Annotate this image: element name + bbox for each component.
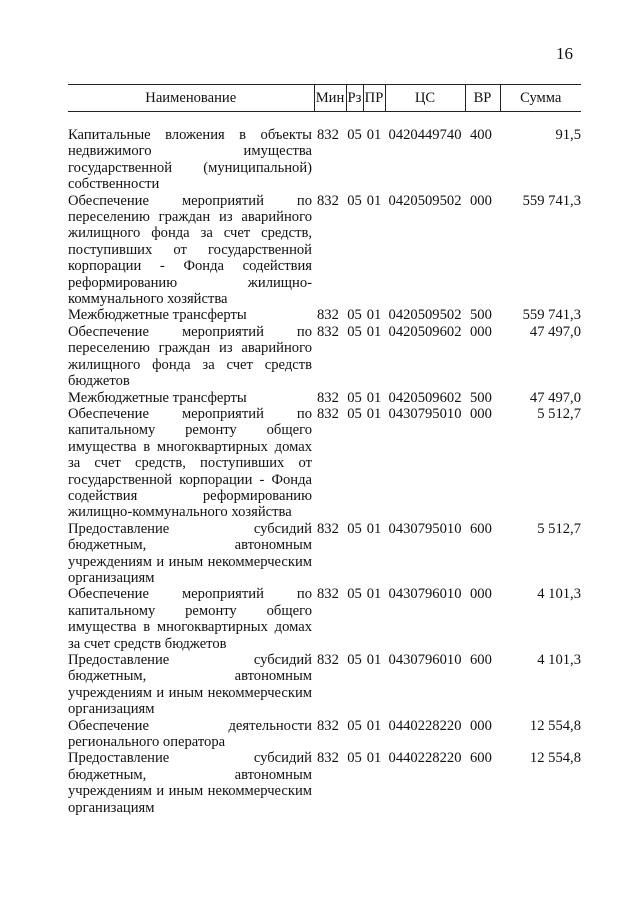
table-row xyxy=(68,324,581,390)
row-sum: 559 741,3 xyxy=(522,192,581,209)
row-min: 832 xyxy=(317,405,339,422)
row-vr: 600 xyxy=(470,520,492,537)
row-vr: 600 xyxy=(470,750,492,767)
row-rz: 05 xyxy=(347,307,362,324)
row-cs: 0430796010 xyxy=(388,586,462,603)
row-pr: 01 xyxy=(366,127,382,143)
row-sum: 559 741,3 xyxy=(522,307,581,324)
row-cs: 0430796010 xyxy=(388,652,462,668)
row-cs: 0420509502 xyxy=(388,307,462,324)
row-pr: 01 xyxy=(366,520,382,537)
header-spacer xyxy=(68,112,581,128)
row-rz: 05 xyxy=(347,750,362,767)
row-cs: 0420509602 xyxy=(388,389,462,406)
row-rz: 05 xyxy=(347,652,362,668)
row-min: 832 xyxy=(317,717,339,734)
row-rz: 05 xyxy=(347,405,362,422)
table-row xyxy=(68,390,581,406)
budget-table xyxy=(68,84,581,816)
row-cs: 0440228220 xyxy=(388,750,462,767)
row-vr: 000 xyxy=(470,323,492,340)
row-sum: 47 497,0 xyxy=(529,323,581,340)
row-pr: 01 xyxy=(366,307,382,324)
page-number: 16 xyxy=(556,44,573,63)
row-rz: 05 xyxy=(347,127,362,143)
row-name: Межбюджетные трансферты xyxy=(68,307,247,324)
header-min: Мин xyxy=(314,85,346,112)
row-cs: 0430795010 xyxy=(388,405,462,422)
row-vr: 500 xyxy=(470,307,492,324)
row-name: Предоставление субсидий бюджетным, автономным учреждениям и иным некоммерческим организациям xyxy=(68,520,312,586)
row-name: Обеспечение мероприятий по капитальному ремонту общего имущества в многоквартирных домах за счет средств бюджетов xyxy=(68,586,312,652)
row-min: 832 xyxy=(317,750,339,767)
table-header-row xyxy=(68,85,581,112)
header-cs: ЦС xyxy=(385,85,465,112)
row-pr: 01 xyxy=(366,323,382,340)
header-vr: ВР xyxy=(465,85,500,112)
row-name: Обеспечение мероприятий по переселению граждан из аварийного жилищного фонда за счет средств бюджетов xyxy=(68,323,312,390)
row-min: 832 xyxy=(317,192,339,209)
row-name: Межбюджетные трансферты xyxy=(68,389,247,406)
header-name: Наименование xyxy=(68,85,314,112)
row-pr: 01 xyxy=(366,389,382,406)
row-rz: 05 xyxy=(347,586,362,603)
row-min: 832 xyxy=(317,389,339,406)
row-cs: 0420449740 xyxy=(388,127,462,143)
row-name: Предоставление субсидий бюджетным, автономным учреждениям и иным некоммерческим организациям xyxy=(68,652,312,718)
table-row xyxy=(68,406,581,521)
row-vr: 000 xyxy=(470,405,492,422)
row-pr: 01 xyxy=(366,750,382,767)
row-sum: 5 512,7 xyxy=(537,520,581,537)
row-cs: 0430795010 xyxy=(388,520,462,537)
row-name: Капитальные вложения в объекты недвижимого имущества государственной (муниципальной) собственности xyxy=(68,127,312,193)
table-row xyxy=(68,718,581,751)
row-name: Обеспечение деятельности регионального оператора xyxy=(68,717,312,751)
row-cs: 0420509602 xyxy=(388,323,462,340)
row-name: Предоставление субсидий бюджетным, автономным учреждениям и иным некоммерческим организациям xyxy=(68,750,312,816)
row-pr: 01 xyxy=(366,586,382,603)
row-min: 832 xyxy=(317,307,339,324)
table-row xyxy=(68,586,581,652)
header-rz: Рз xyxy=(346,85,363,112)
row-sum: 47 497,0 xyxy=(529,389,581,406)
row-vr: 000 xyxy=(470,192,492,209)
row-pr: 01 xyxy=(366,405,382,422)
row-pr: 01 xyxy=(366,652,382,668)
row-min: 832 xyxy=(317,652,339,668)
row-vr: 600 xyxy=(470,652,492,668)
row-vr: 000 xyxy=(470,586,492,603)
row-sum: 4 101,3 xyxy=(537,652,581,668)
table-row xyxy=(68,193,581,308)
row-pr: 01 xyxy=(366,192,382,209)
row-rz: 05 xyxy=(347,717,362,734)
row-sum: 12 554,8 xyxy=(529,750,581,767)
row-cs: 0440228220 xyxy=(388,717,462,734)
row-name: Обеспечение мероприятий по переселению граждан из аварийного жилищного фонда за счет средств, поступивших от государственной корпорации - Фонда содействия реформированию жилищно-коммунального хозяйства xyxy=(68,192,312,308)
table-row xyxy=(68,127,581,193)
row-name: Обеспечение мероприятий по капитальному ремонту общего имущества в многоквартирных домах за счет средств, поступивших от государственной корпорации - Фонда содействия реформированию жилищно-коммунального хозяйства xyxy=(68,405,312,521)
header-pr: ПР xyxy=(363,85,385,112)
row-sum: 12 554,8 xyxy=(529,717,581,734)
row-min: 832 xyxy=(317,127,339,143)
header-sum: Сумма xyxy=(500,85,581,112)
row-cs: 0420509502 xyxy=(388,192,462,209)
table-row xyxy=(68,307,581,323)
row-rz: 05 xyxy=(347,389,362,406)
row-vr: 500 xyxy=(470,389,492,406)
row-rz: 05 xyxy=(347,323,362,340)
row-sum: 4 101,3 xyxy=(537,586,581,603)
row-sum: 91,5 xyxy=(555,127,581,143)
row-min: 832 xyxy=(317,586,339,603)
table-row xyxy=(68,521,581,587)
table-row xyxy=(68,750,581,816)
row-pr: 01 xyxy=(366,717,382,734)
row-vr: 400 xyxy=(470,127,492,143)
row-rz: 05 xyxy=(347,520,362,537)
row-sum: 5 512,7 xyxy=(537,405,581,422)
row-vr: 000 xyxy=(470,717,492,734)
table-row xyxy=(68,652,581,718)
row-rz: 05 xyxy=(347,192,362,209)
row-min: 832 xyxy=(317,323,339,340)
row-min: 832 xyxy=(317,520,339,537)
